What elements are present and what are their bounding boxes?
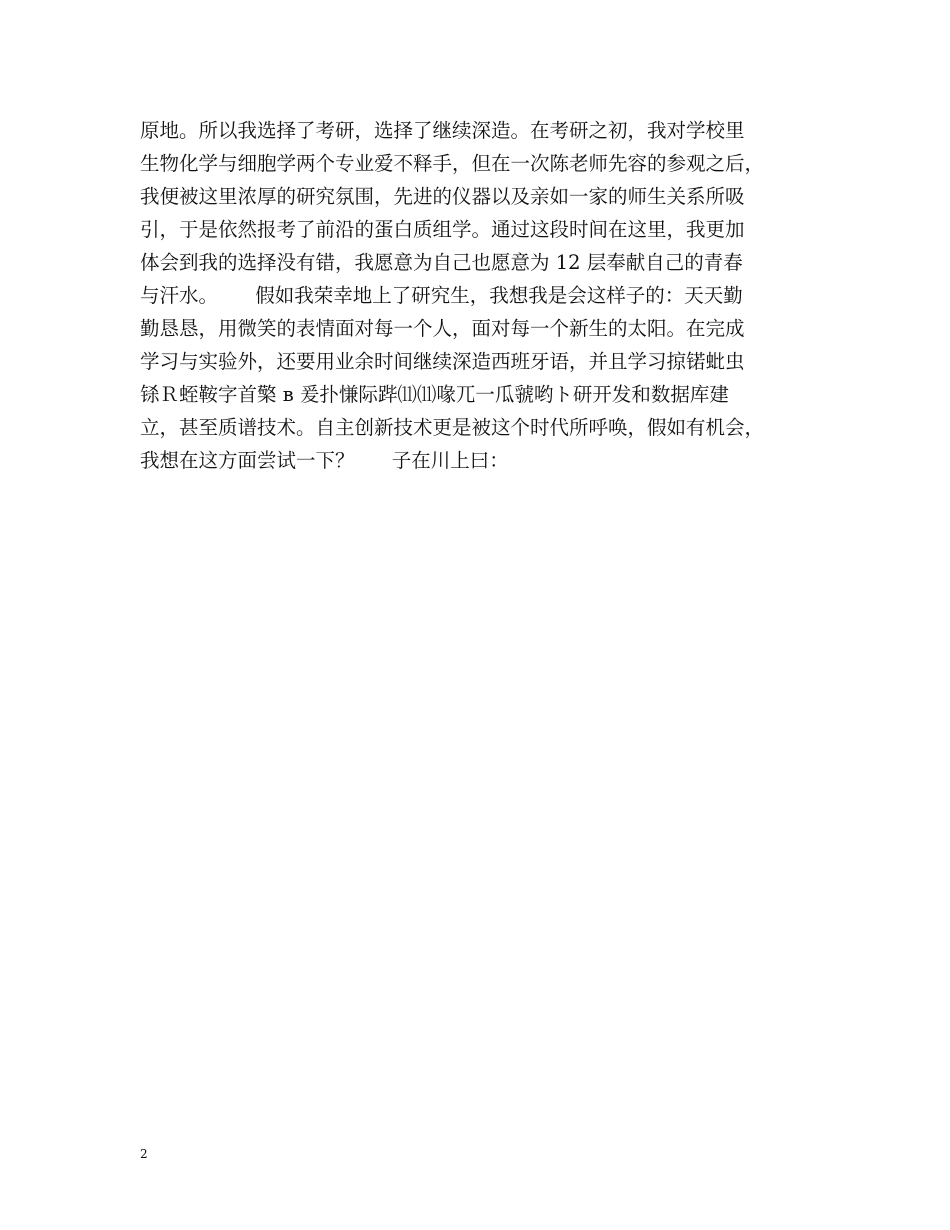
page-number: 2 [140, 1147, 148, 1161]
text-line: 我便被这里浓厚的研究氛围，先进的仪器以及亲如一家的师生关系所吸 [140, 185, 745, 208]
text-line: 引，于是依然报考了前沿的蛋白质组学。通过这段时间在这里，我更加 [140, 218, 745, 241]
text-line: 立，甚至质谱技术。自主创新技术更是被这个时代所呼唤，假如有机会， [140, 416, 765, 439]
text-line: 体会到我的选择没有错，我愿意为自己也愿意为 12 层奉献自己的青春 [140, 251, 743, 274]
text-line: 与汗水。 假如我荣幸地上了研究生，我想我是会这样子的：天天勤 [140, 284, 743, 307]
text-line: 学习与实验外，还要用业余时间继续深造西班牙语，并且学习掠锘蚍虫 [140, 350, 745, 373]
text-line: 原地。所以我选择了考研，选择了继续深造。在考研之初，我对学校里 [140, 119, 745, 142]
body-paragraph [140, 114, 840, 477]
text-line: 生物化学与细胞学两个专业爱不释手，但在一次陈老师先容的参观之后， [140, 152, 765, 175]
text-line: 勤恳恳，用微笑的表情面对每一个人，面对每一个新生的太阳。在完成 [140, 317, 745, 340]
text-line: 我想在这方面尝试一下？ 子在川上曰： [140, 449, 509, 472]
text-line: 铩Ｒ蛭鞍字首檠 в 爰扑慊际跸⑾⑾喙兀一瓜虢哟ト研开发和数据库建 [140, 383, 729, 406]
